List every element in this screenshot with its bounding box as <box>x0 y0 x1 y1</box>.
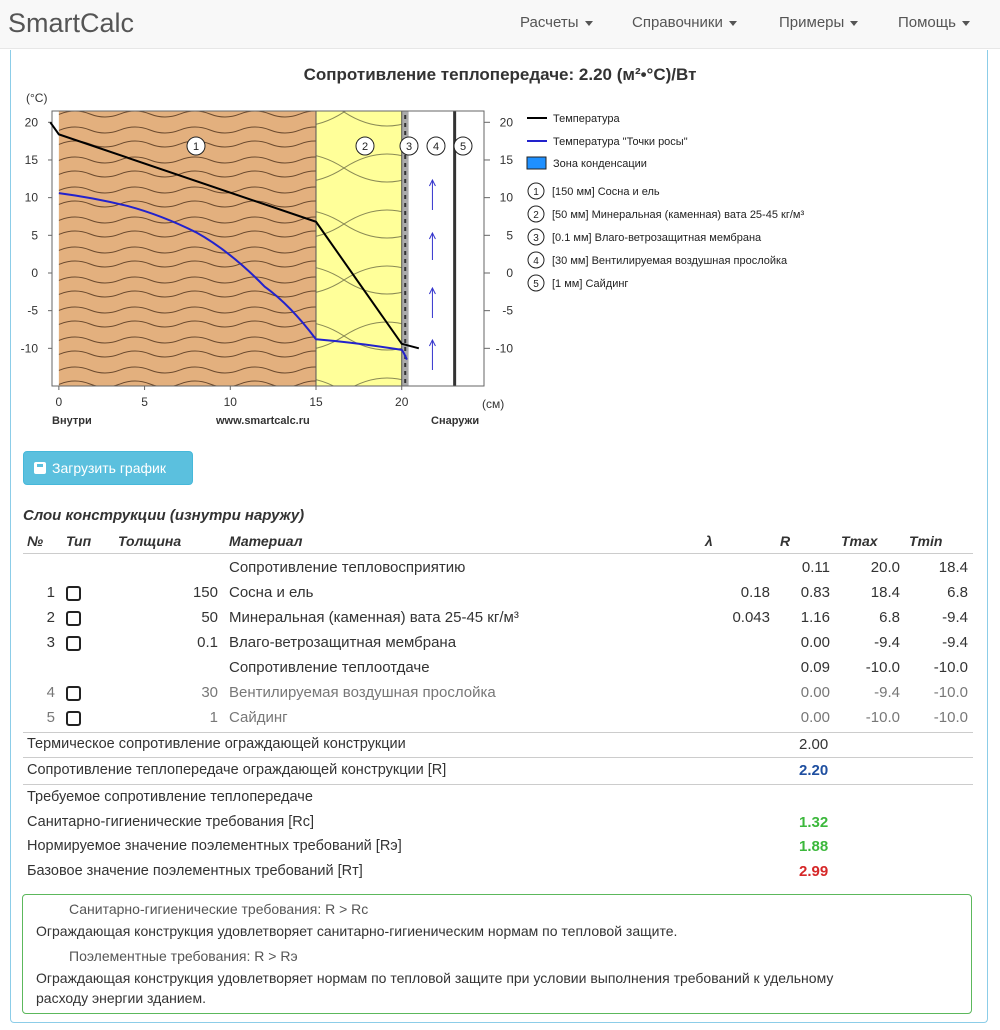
row-material: Влаго-ветрозащитная мембрана <box>229 634 457 651</box>
table-divider <box>23 757 973 758</box>
y-tick-label: -5 <box>27 303 38 318</box>
table-divider <box>23 553 973 554</box>
outside-label: Снаружи <box>431 415 480 427</box>
row-lambda: 0.043 <box>732 609 770 626</box>
col-header-tmin: Tmin <box>909 533 943 549</box>
row-thickness: 0.1 <box>197 634 218 651</box>
row-r: 0.83 <box>800 584 830 601</box>
col-header-thickness: Толщина <box>118 533 182 549</box>
row-tmin: -10.0 <box>933 659 968 676</box>
y-tick-label: 10 <box>24 190 38 205</box>
row-tmin: -10.0 <box>933 709 968 726</box>
row-material: Вентилируемая воздушная прослойка <box>229 684 496 701</box>
row-thickness: 1 <box>209 709 218 726</box>
table-divider <box>23 784 973 785</box>
x-tick-label: 10 <box>223 395 237 409</box>
y-right-tick-label: -5 <box>502 303 513 318</box>
x-tick-label: 15 <box>309 395 323 409</box>
row-type-checkbox[interactable] <box>66 686 81 701</box>
y-tick-label: -10 <box>20 341 38 356</box>
inside-label: Внутри <box>52 415 92 427</box>
layer-marker-number: 2 <box>361 141 369 153</box>
row-tmin: -9.4 <box>942 609 968 626</box>
legend-layer-label: [0.1 мм] Влаго-ветрозащитная мембрана <box>552 232 762 244</box>
element-status-text-2: расходу энергии зданием. <box>36 990 206 1006</box>
page-title: Сопротивление теплопередаче: 2.20 (м²•°C)/Вт <box>303 65 697 84</box>
sanitary-requirement-label: Санитарно-гигиенические требования [Rc] <box>27 814 315 830</box>
row-tmin: 6.8 <box>947 584 968 601</box>
menu-label: Помощь <box>898 14 956 31</box>
row-r: 0.00 <box>800 709 830 726</box>
sanitary-requirement-value: 1.32 <box>799 814 829 831</box>
base-requirement-label: Базовое значение поэлементных требований [Rт] <box>27 863 363 879</box>
heat-resistance-value: 2.20 <box>799 762 829 779</box>
row-material: Сайдинг <box>229 709 288 726</box>
menu-label: Справочники <box>632 14 723 31</box>
legend-layer-number: 1 <box>533 187 539 198</box>
row-r: 0.11 <box>801 559 830 576</box>
col-header-tmax: Tmax <box>841 533 878 549</box>
legend-layer-number: 5 <box>533 279 539 290</box>
y-tick-label: 5 <box>31 228 38 243</box>
row-tmax: 6.8 <box>879 609 900 626</box>
row-number: 2 <box>46 609 55 626</box>
row-type-checkbox[interactable] <box>66 636 81 651</box>
inside-air-region <box>52 111 59 386</box>
row-tmax: -9.4 <box>874 634 900 651</box>
legend-zone-swatch <box>527 157 546 169</box>
norm-requirement-label: Нормируемое значение поэлементных требований [Rэ] <box>27 838 402 854</box>
row-tmax: -10.0 <box>865 659 900 676</box>
sanitary-status-text: Ограждающая конструкция удовлетворяет санитарно-гигиеническим нормам по тепловой защите. <box>36 923 678 939</box>
thermal-resistance-value: 2.00 <box>799 736 829 753</box>
legend-layer-label: [150 мм] Сосна и ель <box>552 186 660 198</box>
legend-layer-label: [1 мм] Сайдинг <box>552 278 629 290</box>
y-right-tick-label: -10 <box>495 341 513 356</box>
y-right-tick-label: 5 <box>506 228 513 243</box>
x-tick-label: 0 <box>55 395 63 409</box>
brand-logo[interactable]: SmartCalc <box>8 8 135 38</box>
row-tmax: -10.0 <box>865 709 900 726</box>
row-tmax: 20.0 <box>870 559 900 576</box>
row-number: 1 <box>46 584 55 601</box>
y-tick-label: 20 <box>24 115 38 130</box>
download-chart-label: Загрузить график <box>52 460 166 476</box>
legend-layer-label: [30 мм] Вентилируемая воздушная прослойка <box>552 255 788 267</box>
row-type-checkbox[interactable] <box>66 586 81 601</box>
layers-section-title: Слои конструкции (изнутри наружу) <box>23 507 305 524</box>
row-number: 3 <box>46 634 55 651</box>
row-tmin: 18.4 <box>938 559 968 576</box>
floppy-disk-icon <box>34 462 46 474</box>
row-tmin: -10.0 <box>933 684 968 701</box>
norm-requirement-value: 1.88 <box>799 838 829 855</box>
row-r: 0.00 <box>800 634 830 651</box>
legend-temp-label: Температура <box>553 113 620 125</box>
row-type-checkbox[interactable] <box>66 611 81 626</box>
row-r: 0.09 <box>800 659 830 676</box>
row-material: Сопротивление тепловосприятию <box>229 559 466 576</box>
element-status-heading: Поэлементные требования: R > Rэ <box>69 948 298 964</box>
y-axis-label: (°C) <box>26 91 48 105</box>
status-box <box>22 894 972 1014</box>
temperature-chart <box>0 0 1000 440</box>
x-tick-label: 5 <box>141 395 148 409</box>
x-axis-label: (см) <box>482 397 505 411</box>
row-number: 4 <box>46 684 55 701</box>
y-tick-label: 0 <box>31 265 38 280</box>
y-right-tick-label: 10 <box>499 190 513 205</box>
sanitary-status-heading: Санитарно-гигиенические требования: R > Rc <box>69 901 369 917</box>
row-r: 1.16 <box>800 609 830 626</box>
row-tmax: 18.4 <box>870 584 900 601</box>
legend-layer-number: 3 <box>533 233 539 244</box>
row-material: Минеральная (каменная) вата 25-45 кг/м³ <box>229 609 519 626</box>
legend-layer-number: 4 <box>533 256 539 267</box>
x-tick-label: 20 <box>395 395 409 409</box>
row-tmin: -9.4 <box>942 634 968 651</box>
layer-marker-number: 5 <box>459 141 467 153</box>
col-header-r: R <box>780 533 791 549</box>
thermal-resistance-label: Термическое сопротивление ограждающей конструкции <box>27 736 406 752</box>
layer-marker-number: 4 <box>432 141 440 153</box>
legend-zone-label: Зона конденсации <box>553 158 647 170</box>
y-right-tick-label: 15 <box>499 152 513 167</box>
col-header-material: Материал <box>229 533 303 549</box>
y-tick-label: 15 <box>24 152 38 167</box>
row-type-checkbox[interactable] <box>66 711 81 726</box>
col-header-lambda: λ <box>705 533 713 549</box>
base-requirement-value: 2.99 <box>799 863 829 880</box>
menu-label: Расчеты <box>520 14 579 31</box>
row-lambda: 0.18 <box>740 584 770 601</box>
heat-resistance-label: Сопротивление теплопередаче ограждающей конструкции [R] <box>27 762 447 778</box>
col-header-num: № <box>27 533 44 549</box>
table-divider <box>23 732 973 733</box>
row-material: Сопротивление теплоотдаче <box>229 659 430 676</box>
row-tmax: -9.4 <box>874 684 900 701</box>
legend-dew-label: Температура "Точки росы" <box>553 136 688 148</box>
element-status-text-1: Ограждающая конструкция удовлетворяет нормам по тепловой защите при условии выполнения требований к удельному <box>36 970 834 986</box>
row-thickness: 50 <box>201 609 218 626</box>
layer-wood <box>59 111 316 386</box>
row-material: Сосна и ель <box>229 584 314 601</box>
layer-siding <box>453 111 456 386</box>
y-right-tick-label: 20 <box>499 115 513 130</box>
menu-label: Примеры <box>779 14 845 31</box>
y-right-tick-label: 0 <box>506 265 513 280</box>
legend-layer-list <box>528 183 804 291</box>
col-header-type: Тип <box>66 533 92 549</box>
row-thickness: 150 <box>192 584 218 601</box>
legend-layer-number: 2 <box>533 210 539 221</box>
watermark-label: www.smartcalc.ru <box>216 415 310 427</box>
layer-marker-number: 1 <box>192 141 200 153</box>
row-r: 0.00 <box>800 684 830 701</box>
legend-layer-label: [50 мм] Минеральная (каменная) вата 25-45 кг/м³ <box>552 209 805 221</box>
download-chart-button[interactable] <box>23 451 193 485</box>
required-resistance-label: Требуемое сопротивление теплопередаче <box>27 789 313 805</box>
layer-marker-number: 3 <box>405 141 413 153</box>
chart-legend <box>527 113 804 291</box>
row-number: 5 <box>46 709 55 726</box>
row-thickness: 30 <box>201 684 218 701</box>
